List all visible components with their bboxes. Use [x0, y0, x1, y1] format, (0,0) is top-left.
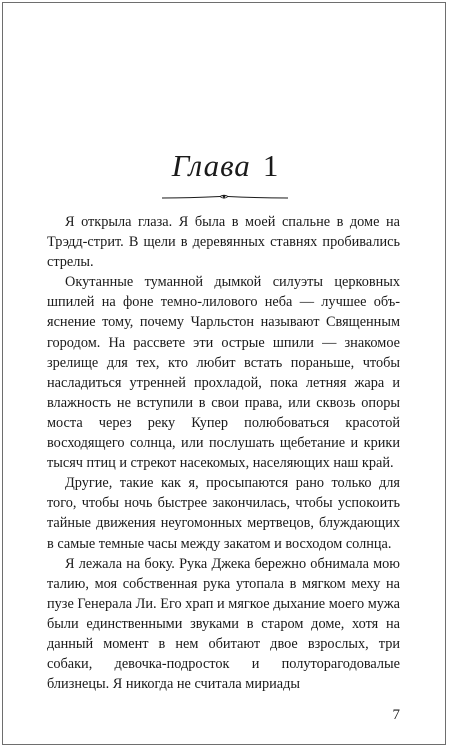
chapter-title: Глава — [171, 148, 251, 183]
ornament-divider — [160, 191, 290, 203]
paragraph-3: Другие, такие как я, просыпаются рано только для того, чтобы ночь быстрее закончилась, чтобы успокоить тайные движения неугомонных мертвецов, блуждающих в самые темные часы между закатом и восходом солнца. — [47, 475, 400, 552]
chapter-number: 1 — [262, 148, 279, 183]
paragraph-4: Я лежала на боку. Рука Джека бережно обнимала мою талию, моя собственная рука утопала в мягком меху на пузе Генерала Ли. Его храп и мягкое дыхание моего мужа были единственными звуками в старом доме, хотя на данный момент в нем обитают двое взрослых, три собаки, девочка-подросток и полуторагодовалые близнецы. Я никогда не считала мириады — [47, 555, 400, 693]
paragraph-2: Окутанные туманной дымкой силуэты церковных шпилей на фоне темно-лилового неба — лучшее объяснение тому, почему Чарльстон называют Священным городом. На рассвете эти острые шпили — знакомое зрелище для тех, кто любит встать пораньше, чтобы насладиться утренней прохладой, пока летняя жара и влажность не вступили в свои права, или сквозь опоры моста через реку Купер полюбоваться красотой восходящего солнца, или послушать щебетание и крики тысяч птиц и стрекот насекомых, населяющих наш край. — [47, 274, 400, 472]
body-text — [47, 212, 400, 694]
page-number: 7 — [392, 707, 400, 723]
chapter-heading — [0, 150, 450, 181]
paragraph-1: Я открыла глаза. Я была в моей спальне в доме на Трэдд-стрит. В щели в деревянных ставнях пробивались стрелы. — [47, 214, 400, 271]
